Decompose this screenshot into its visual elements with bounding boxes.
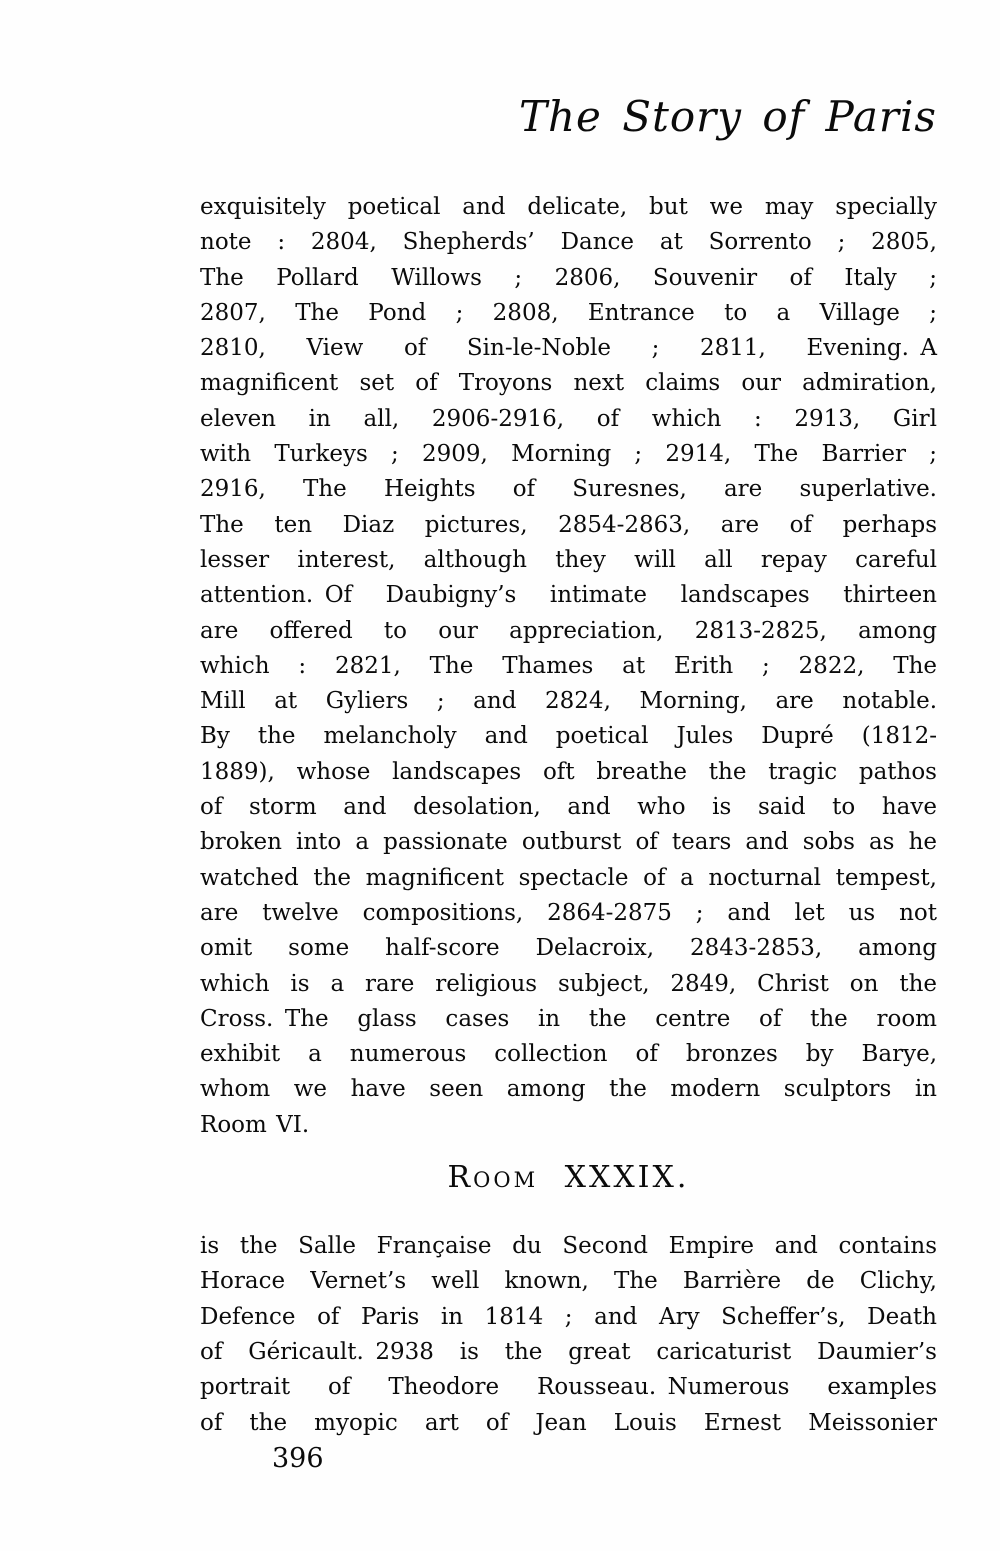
text-line: 2916, The Heights of Suresnes, are superlative. [200,476,937,503]
text-line: Cross. The glass cases in the centre of the room [200,1005,937,1032]
text-line: is the Salle Française du Second Empire and contains [200,1233,937,1260]
text-line: of the myopic art of Jean Louis Ernest Meissonier [200,1409,937,1436]
text-line: attention. Of Daubigny’s intimate landscapes thirteen [200,582,937,609]
text-line: portrait of Theodore Rousseau. Numerous examples [200,1374,937,1401]
text-line: eleven in all, 2906-2916, of which : 2913, Girl [200,405,937,432]
text-line: are offered to our appreciation, 2813-2825, among [200,617,937,644]
text-line: lesser interest, although they will all repay careful [200,546,937,573]
section-heading-room-xxxix: Room XXXIX. [447,1160,690,1196]
text-line: with Turkeys ; 2909, Morning ; 2914, The Barrier ; [200,441,937,468]
text-line: magnificent set of Troyons next claims our admiration, [200,370,937,397]
text-line: 1889), whose landscapes oft breathe the tragic pathos [200,758,937,785]
text-line: 2810, View of Sin-le-Noble ; 2811, Evening. A [200,335,937,362]
text-line: note : 2804, Shepherds’ Dance at Sorrento ; 2805, [200,229,937,256]
text-line: which : 2821, The Thames at Erith ; 2822, The [200,652,937,679]
text-line: of Géricault. 2938 is the great caricaturist Daumier’s [200,1338,937,1365]
text-line: By the melancholy and poetical Jules Dupré (1812- [200,723,937,750]
text-line: which is a rare religious subject, 2849, Christ on the [200,970,937,997]
text-line: Horace Vernet’s well known, The Barrière de Clichy, [200,1268,937,1295]
running-title: The Story of Paris [518,92,937,141]
text-line: The Pollard Willows ; 2806, Souvenir of Italy ; [200,264,937,291]
page-number: 396 [272,1442,324,1474]
text-line: exhibit a numerous collection of bronzes by Barye, [200,1041,937,1068]
text-line: Defence of Paris in 1814 ; and Ary Scheffer’s, Death [200,1303,937,1330]
text-line: The ten Diaz pictures, 2854-2863, are of perhaps [200,511,937,538]
paragraph-room-xxxix [200,1229,937,1441]
text-line: exquisitely poetical and delicate, but we may specially [200,194,937,220]
text-line: 2807, The Pond ; 2808, Entrance to a Village ; [200,299,937,326]
text-line: Mill at Gyliers ; and 2824, Morning, are notable. [200,688,937,715]
text-line: are twelve compositions, 2864-2875 ; and let us not [200,899,937,926]
text-line: Room VI. [200,1111,310,1138]
text-line: omit some half-score Delacroix, 2843-2853, among [200,935,937,962]
text-line: watched the magnificent spectacle of a nocturnal tempest, [200,864,937,891]
paragraph-room-xxxviii-continuation [200,190,937,1143]
text-line: of storm and desolation, and who is said to have [200,794,937,821]
text-line: whom we have seen among the modern sculptors in [200,1076,937,1103]
text-block [200,190,937,1476]
text-line: broken into a passionate outburst of tears and sobs as he [200,829,937,856]
